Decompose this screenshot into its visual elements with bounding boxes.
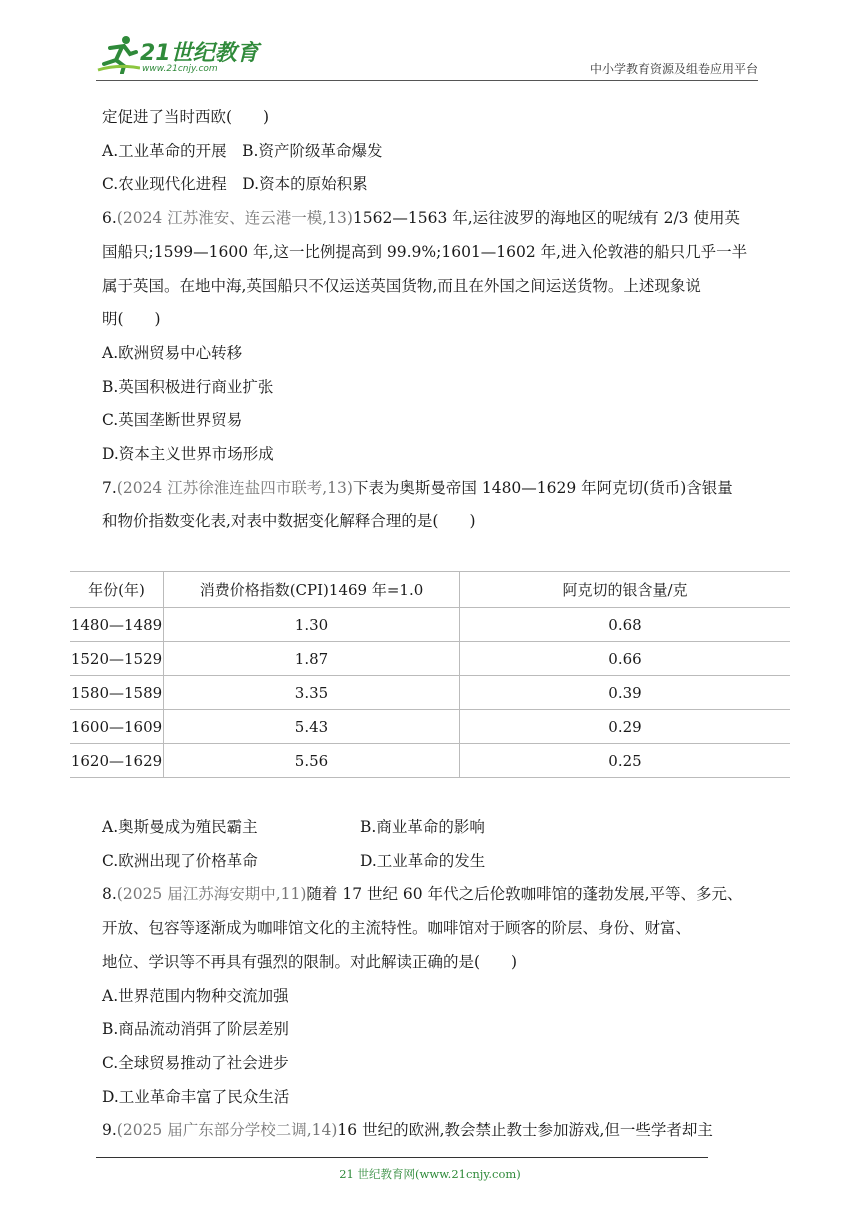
q6-line-1 <box>102 202 772 236</box>
table-cell: 0.25 <box>460 744 791 778</box>
q7-options-ab <box>102 811 772 845</box>
table-header-cpi: 消费价格指数(CPI)1469 年=1.0 <box>164 572 460 608</box>
table-cell: 1600—1609 <box>70 710 164 744</box>
table-cell: 1580—1589 <box>70 676 164 710</box>
table-header-silver: 阿克切的银含量/克 <box>460 572 791 608</box>
q8-source: (2025 届江苏海安期中,11) <box>116 885 307 904</box>
q5-options-cd <box>102 168 772 202</box>
q7-text-1: 下表为奥斯曼帝国 1480—1629 年阿克切(货币)含银量 <box>352 478 733 497</box>
table-row <box>70 608 790 642</box>
q9-text-1: 16 世纪的欧洲,教会禁止教士参加游戏,但一些学者却主 <box>337 1121 713 1140</box>
q8-option-a: A.世界范围内物种交流加强 <box>102 986 289 1005</box>
q7-number: 7. <box>102 478 117 497</box>
q5-option-d: D.资本的原始积累 <box>242 175 368 194</box>
q9-source: (2025 届广东部分学校二调,14) <box>116 1121 338 1140</box>
q6-line-2: 国船只;1599—1600 年,这一比例提高到 99.9%;1601—1602 年,进入伦敦港的船只几乎一半 <box>102 242 748 261</box>
document-body <box>102 101 772 539</box>
table-header-row <box>70 572 790 608</box>
data-table <box>70 571 790 778</box>
table-cell: 0.29 <box>460 710 791 744</box>
q6-text-1: 1562—1563 年,运往波罗的海地区的呢绒有 2/3 使用英 <box>352 209 740 228</box>
footer-divider <box>96 1157 708 1158</box>
table-cell: 5.56 <box>164 744 460 778</box>
q5-options-ab <box>102 135 772 169</box>
page-header <box>96 30 758 81</box>
table-cell: 1480—1489 <box>70 608 164 642</box>
q9-line-1 <box>102 1114 772 1148</box>
q6-number: 6. <box>102 209 117 228</box>
table-cell: 1520—1529 <box>70 642 164 676</box>
table-row <box>70 676 790 710</box>
table-cell: 0.39 <box>460 676 791 710</box>
table-cell: 3.35 <box>164 676 460 710</box>
q7-options-cd <box>102 845 772 879</box>
table-cell: 0.66 <box>460 642 791 676</box>
q8-text-1: 随着 17 世纪 60 年代之后伦敦咖啡馆的蓬勃发展,平等、多元、 <box>306 885 743 904</box>
table-cell: 1.87 <box>164 642 460 676</box>
q7-option-d: D.工业革命的发生 <box>360 851 486 870</box>
table-header-year: 年份(年) <box>70 572 164 608</box>
q9-number: 9. <box>102 1121 117 1140</box>
table-row <box>70 744 790 778</box>
q8-number: 8. <box>102 885 117 904</box>
runner-icon <box>96 34 140 74</box>
logo-text: 21世纪教育 <box>140 41 259 66</box>
q8-line-2: 开放、包容等逐渐成为咖啡馆文化的主流特性。咖啡馆对于顾客的阶层、身份、财富、 <box>102 919 692 938</box>
q8-option-b: B.商品流动消弭了阶层差别 <box>102 1020 289 1039</box>
page-footer: 21 世纪教育网(www.21cnjy.com) <box>339 1167 521 1181</box>
q5-option-c: C.农业现代化进程 <box>102 175 227 194</box>
table-cell: 5.43 <box>164 710 460 744</box>
q8-option-c: C.全球贸易推动了社会进步 <box>102 1053 289 1072</box>
q7-source: (2024 江苏徐淮连盐四市联考,13) <box>116 478 353 497</box>
logo-url: www.21cnjy.com <box>142 64 218 74</box>
q5-option-a: A.工业革命的开展 <box>102 141 227 160</box>
q6-option-c: C.英国垄断世界贸易 <box>102 411 243 430</box>
q6-option-a: A.欧洲贸易中心转移 <box>102 343 243 362</box>
q8-line-1 <box>102 878 772 912</box>
q6-option-b: B.英国积极进行商业扩张 <box>102 377 274 396</box>
q5-option-b: B.资产阶级革命爆发 <box>242 141 383 160</box>
q6-option-d: D.资本主义世界市场形成 <box>102 445 274 464</box>
q5-stem-tail: 定促进了当时西欧( ) <box>102 108 270 126</box>
table-cell: 1620—1629 <box>70 744 164 778</box>
table-cell: 1.30 <box>164 608 460 642</box>
q6-source: (2024 江苏淮安、连云港一模,13) <box>116 209 353 228</box>
q6-line-4: 明( ) <box>102 310 161 329</box>
document-body-lower <box>102 811 772 1148</box>
table-cell: 0.68 <box>460 608 791 642</box>
table-row <box>70 642 790 676</box>
q8-option-d: D.工业革命丰富了民众生活 <box>102 1087 290 1106</box>
table-row <box>70 710 790 744</box>
q7-line-2: 和物价指数变化表,对表中数据变化解释合理的是( ) <box>102 512 476 531</box>
q6-line-3: 属于英国。在地中海,英国船只不仅运送英国货物,而且在外国之间运送货物。上述现象说 <box>102 276 701 295</box>
q8-line-3: 地位、学识等不再具有强烈的限制。对此解读正确的是( ) <box>102 952 518 971</box>
q7-option-c: C.欧洲出现了价格革命 <box>102 851 258 870</box>
q7-option-b: B.商业革命的影响 <box>360 818 485 836</box>
q7-option-a: A.奥斯曼成为殖民霸主 <box>102 818 258 836</box>
q7-line-1 <box>102 472 772 506</box>
header-tagline: 中小学教育资源及组卷应用平台 <box>589 62 758 76</box>
site-logo <box>96 30 266 76</box>
